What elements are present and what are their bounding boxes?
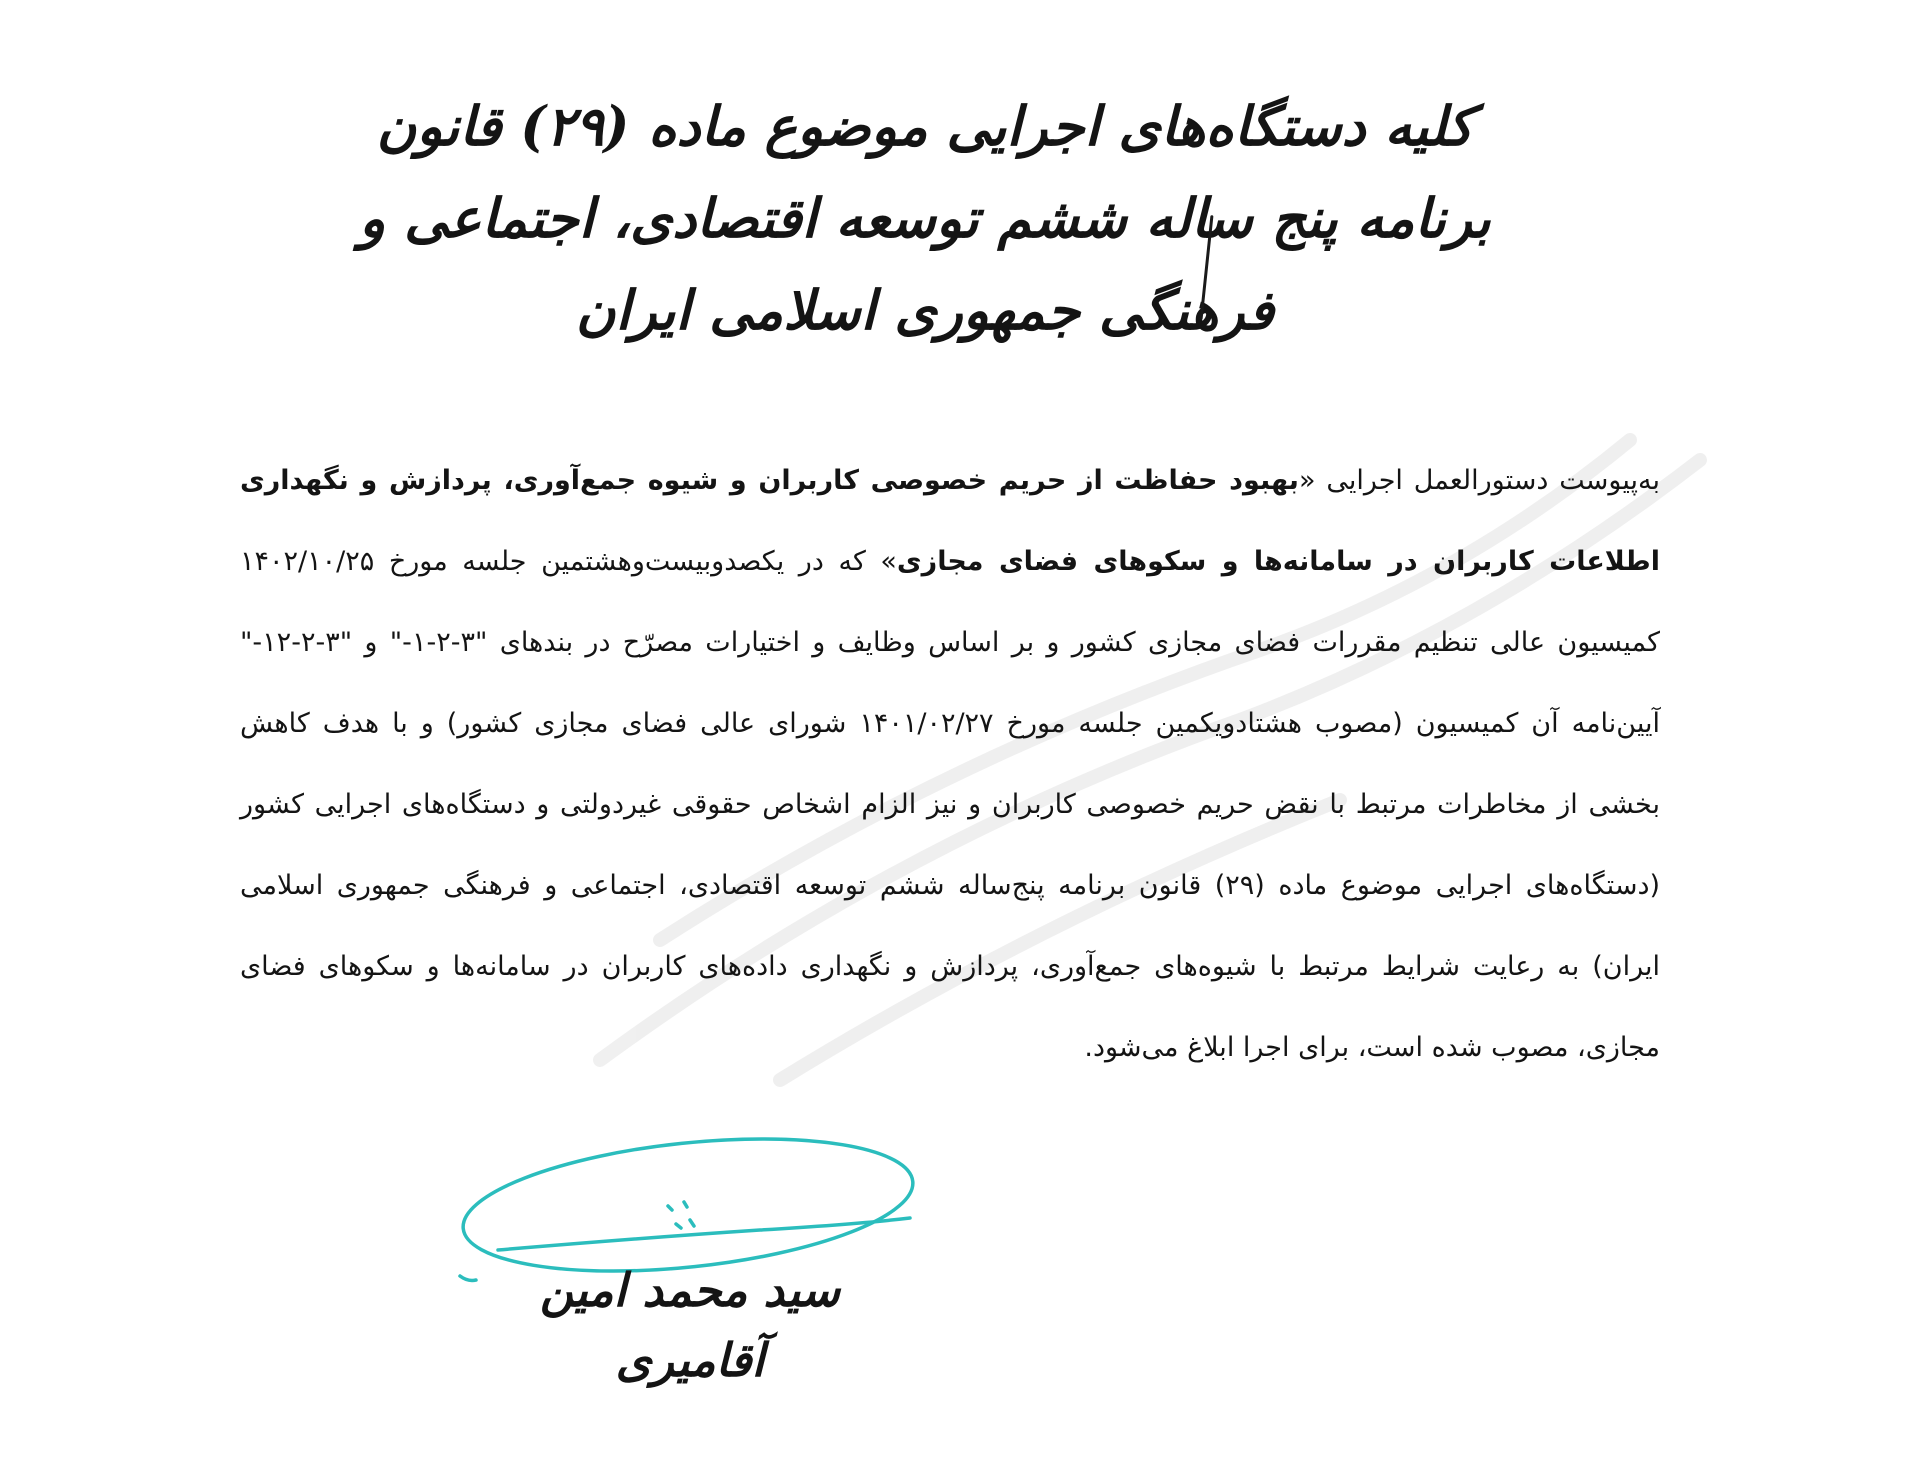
directive-title: بهبود حفاظت از حریم خصوصی کاربران و شیوه جمع‌آوری، پردازش و نگهداری اطلاعات کاربران در سامانه‌ها و سکوهای فضای مجازی — [240, 465, 1660, 577]
header-law-title-line: برنامه پنج ساله ششم توسعه اقتصادی، اجتماعی و فرهنگی جمهوری اسلامی ایران — [359, 186, 1491, 342]
directive-body — [240, 440, 1660, 1140]
document-header — [300, 80, 1550, 356]
directive-intro-text: به‌پیوست دستورالعمل اجرایی « — [1298, 465, 1660, 496]
signer-name: سید محمد امین آقامیری — [540, 1263, 840, 1387]
directive-main-text: » که در یکصدوبیست‌وهشتمین جلسه مورخ ۱۴۰۲/۱۰/۲۵ کمیسیون عالی تنظیم مقررات فضای مجازی کشور و بر اساس وظایف و اختیارات مصرّح در بندهای "۳-۲-۱-" و "۳-۲-۱۲-" آیین‌نامه آن کمیسیون (مصوب هشتادویکمین جلسه مورخ ۱۴۰۱/۰۲/۲۷ شورای عالی فضای مجازی کشور) و با هدف کاهش بخشی از مخاطرات مرتبط با نقض حریم خصوصی کاربران و نیز الزام اشخاص حقوقی غیردولتی و دستگاه‌های اجرایی کشور (دستگاه‌های اجرایی موضوع ماده (۲۹) قانون برنامه پنج‌ساله ششم توسعه اقتصادی، اجتماعی و فرهنگی جمهوری اسلامی ایران) به رعایت شرایط مرتبط با شیوه‌های جمع‌آوری، پردازش و نگهداری داده‌های کاربران در سامانه‌ها و سکوهای فضای مجازی، مصوب شده است، برای اجرا ابلاغ می‌شود. — [240, 546, 1660, 1063]
header-recipient-line: کلیه دستگاه‌های اجرایی موضوع ماده (۲۹) قانون — [376, 94, 1474, 158]
